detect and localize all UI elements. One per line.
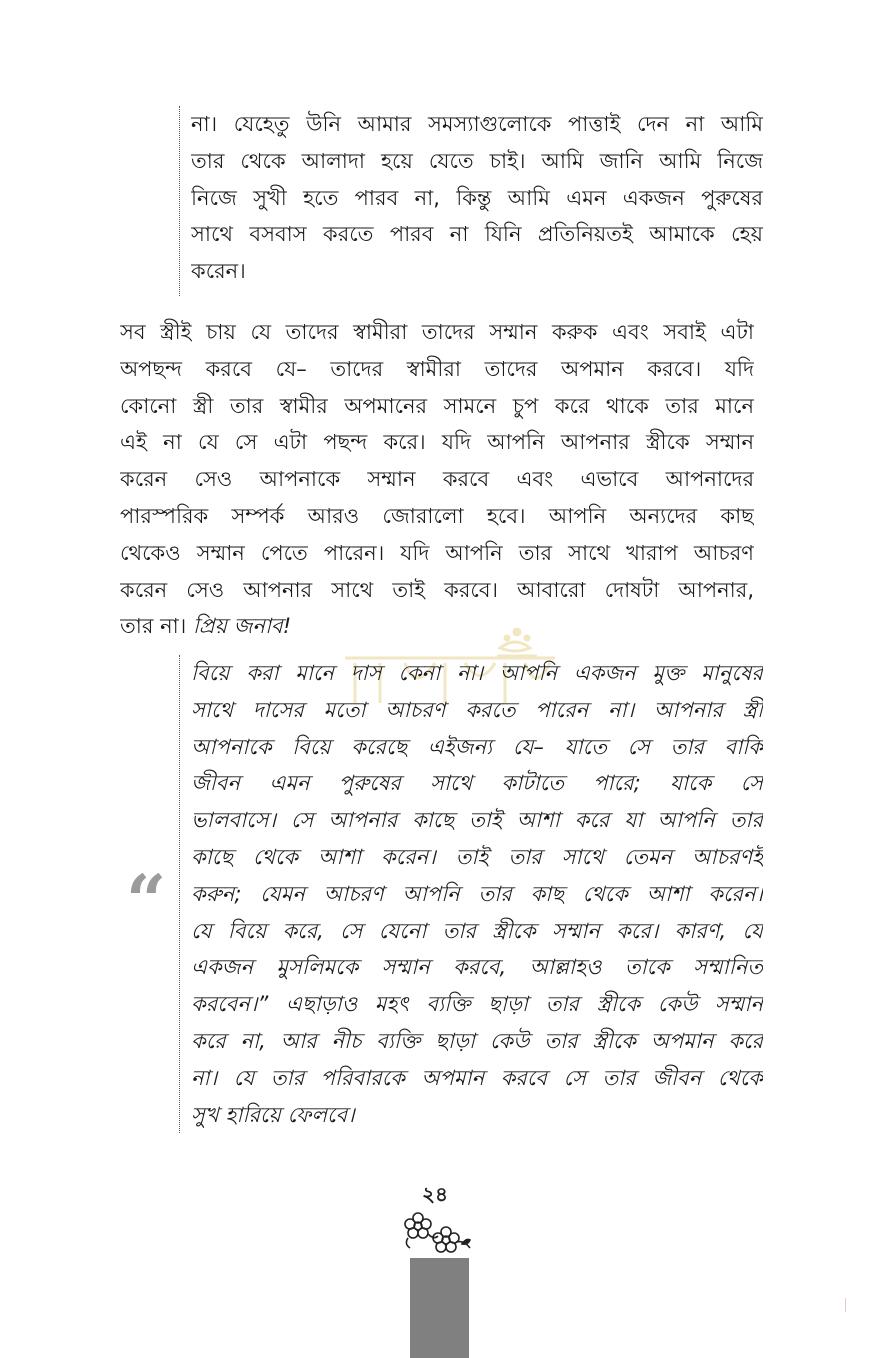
text-line: থেকেও সম্মান পেতে পারেন। যদি আপনি তার সাথে খারাপ আচরণ — [120, 540, 754, 565]
text-line: বিয়ে করা মানে দাস কেনা না। আপনি একজন মুক্ত মানুষের — [191, 661, 763, 685]
flower-ornament-icon — [402, 1212, 476, 1256]
text-line: সাথে বসবাস করতে পারব না যিনি প্রতিনিয়তই আমাকে হেয় — [191, 222, 763, 247]
text-line: কাছে থেকে আশা করেন। তাই তার সাথে তেমন আচরণই — [191, 844, 763, 869]
text-line: আপনাকে বিয়ে করেছে এইজন্য যে– যাতে সে তার বাকি — [191, 734, 763, 759]
text-line: এই না যে সে এটা পছন্দ করে। যদি আপনি আপনার স্ত্রীকে সম্মান — [120, 430, 754, 455]
text-italic-salutation: প্রিয় জনাব! — [192, 614, 292, 639]
blockquote-1 — [179, 106, 763, 296]
text-line: সুখ হারিয়ে ফেলবে। — [191, 1102, 355, 1127]
text-line: নিজে সুখী হতে পারব না, কিন্তু আমি এমন একজন পুরুষের — [191, 185, 763, 210]
text-line: করেন। — [191, 259, 246, 284]
body-paragraph — [120, 314, 754, 645]
blockquote-2 — [179, 655, 763, 1133]
text-line: সব স্ত্রীই চায় যে তাদের স্বামীরা তাদের সম্মান করুক এবং সবাই এটা — [120, 320, 754, 344]
text-line: একজন মুসলিমকে সম্মান করবে, আল্লাহও তাকে সম্মানিত — [191, 955, 763, 980]
text-line: না। যে তার পরিবারকে অপমান করবে সে তার জীবন থেকে — [191, 1065, 763, 1090]
text-line: তার থেকে আলাদা হয়ে যেতে চাই। আমি জানি আমি নিজে — [191, 148, 763, 173]
text-line: করুন; যেমন আচরণ আপনি তার কাছ থেকে আশা করেন। — [191, 881, 763, 906]
text-line-final — [120, 608, 754, 645]
edge-mark — [845, 1298, 846, 1312]
text-line: করেন সেও আপনাকে সম্মান করবে এবং এভাবে আপনাদের — [120, 467, 754, 492]
text-line: জীবন এমন পুরুষের সাথে কাটাতে পারে; যাকে সে — [191, 771, 763, 796]
text-line: না। যেহেতু উনি আমার সমস্যাগুলোকে পাত্তাই দেন না আমি — [191, 112, 763, 136]
page-number: ২৪ — [422, 1182, 448, 1206]
text-line: পারস্পরিক সম্পর্ক আরও জোরালো হবে। আপনি অন্যদের কাছ — [120, 503, 754, 528]
text-line: যে বিয়ে করে, সে যেনো তার স্ত্রীকে সম্মান করে। কারণ, যে — [191, 918, 763, 943]
text-line: ভালবাসে। সে আপনার কাছে তাই আশা করে যা আপনি তার — [191, 808, 763, 833]
text-line: সাথে দাসের মতো আচরণ করতে পারেন না। আপনার স্ত্রী — [191, 697, 763, 722]
text-line: অপছন্দ করবে যে– তাদের স্বামীরা তাদের অপমান করবে। যদি — [120, 356, 754, 381]
page-bottom-bar — [410, 1258, 469, 1358]
text-line: কোনো স্ত্রী তার স্বামীর অপমানের সামনে চুপ করে থাকে তার মানে — [120, 393, 754, 418]
text-line: করে না, আর নীচ ব্যক্তি ছাড়া কেউ তার স্ত্রীকে অপমান করে — [191, 1028, 763, 1053]
quote-mark-icon: “ — [126, 859, 167, 942]
text-line: করেন সেও আপনার সাথে তাই করবে। আবারো দোষটা আপনার, — [120, 577, 754, 602]
text-regular: তার না। — [120, 614, 193, 639]
text-line: করবেন।” এছাড়াও মহৎ ব্যক্তি ছাড়া তার স্ত্রীকে কেউ সম্মান — [191, 992, 763, 1017]
